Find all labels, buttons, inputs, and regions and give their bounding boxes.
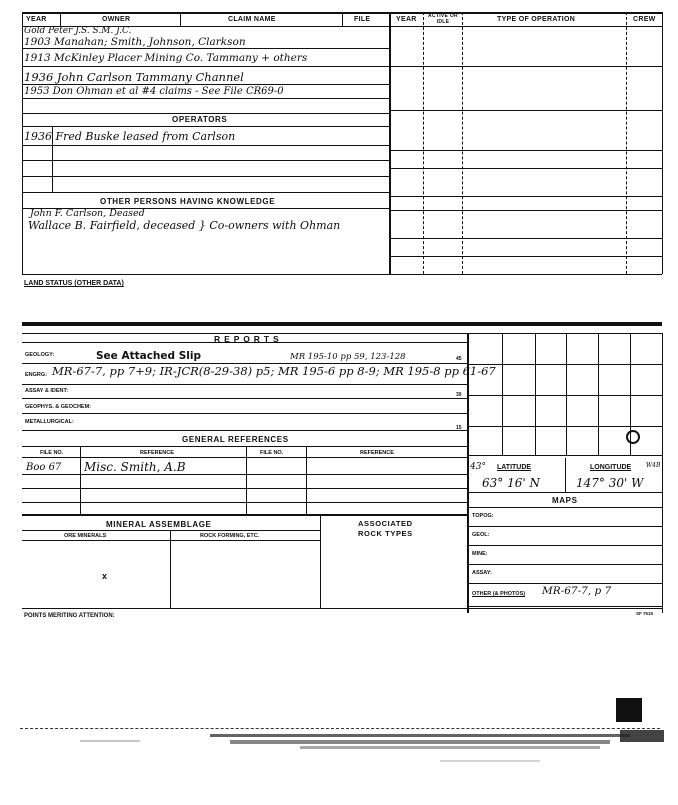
rock-forming-label: ROCK FORMING, ETC.: [200, 533, 260, 539]
geology-refs: MR 195-10 pp 59, 123-128: [290, 352, 406, 362]
assay-label: ASSAY & IDENT:: [25, 388, 69, 394]
col-reference-2: REFERENCE: [360, 450, 394, 456]
maps-other-value: MR-67-7, p 7: [542, 585, 612, 597]
metallurgical-num: 15: [456, 425, 462, 431]
owner-row: 1913 McKinley Placer Mining Co. Tammany + others: [24, 52, 308, 64]
maps-geol: GEOL:: [472, 532, 490, 538]
longitude-label: LONGITUDE: [590, 464, 632, 471]
form-number: SF 7515: [636, 611, 654, 616]
header-year-2: YEAR: [396, 16, 417, 23]
mineral-assemblage-title: MINERAL ASSEMBLAGE: [106, 520, 212, 529]
operator-row: 1936 Fred Buske leased from Carlson: [24, 130, 236, 143]
other-persons-title: OTHER PERSONS HAVING KNOWLEDGE: [100, 197, 276, 206]
maps-mine: MINE:: [472, 551, 488, 557]
geology-value: See Attached Slip: [96, 350, 201, 362]
location-circle-mark: [626, 430, 640, 444]
associated-label: ASSOCIATED: [358, 519, 413, 528]
ore-minerals-label: ORE MINERALS: [64, 533, 107, 539]
assay-num: 30: [456, 392, 462, 398]
longitude-value: 147° 30' W: [576, 476, 644, 490]
geophys-label: GEOPHYS. & GEOCHEM:: [25, 404, 92, 410]
other-person-row: Wallace B. Fairfield, deceased } Co-owners with Ohman: [28, 219, 341, 232]
owner-row: 1936 John Carlson Tammany Channel: [24, 70, 244, 84]
owner-row: 1903 Manahan; Smith, Johnson, Clarkson: [24, 36, 246, 48]
points-meriting-attention: POINTS MERITING ATTENTION:: [24, 613, 115, 619]
latitude-value: 63° 16' N: [482, 476, 540, 490]
maps-topog: TOPOG:: [472, 513, 494, 519]
header-active-idle: ACTIVE OR IDLE: [428, 13, 458, 25]
header-type-of-operation: TYPE OF OPERATION: [497, 16, 576, 23]
header-owner: OWNER: [102, 16, 131, 23]
longitude-suffix: W4B: [646, 462, 661, 469]
ref-row-reference: Misc. Smith, A.B: [84, 460, 186, 474]
geology-num: 45: [456, 356, 462, 362]
maps-title: MAPS: [552, 496, 578, 505]
engrg-value: MR-67-7, pp 7+9; IR-JCR(8-29-38) p5; MR 195-6 pp 8-9; MR 195-8 pp 61-67: [52, 364, 496, 378]
geology-label: GEOLOGY:: [25, 352, 55, 358]
metallurgical-label: METALLURGICAL:: [25, 419, 74, 425]
header-file: FILE: [354, 16, 371, 23]
col-file-no: FILE NO.: [40, 450, 64, 456]
rock-types-label: ROCK TYPES: [358, 529, 413, 538]
other-person-row: John F. Carlson, Deased: [30, 208, 145, 219]
maps-other: OTHER (& PHOTOS): [472, 591, 526, 597]
header-claim-name: CLAIM NAME: [228, 16, 276, 23]
owner-row: 1953 Don Ohman et al #4 claims - See File CR69-0: [24, 86, 284, 97]
latitude-label: LATITUDE: [497, 464, 532, 471]
ref-row-file: Boo 67: [26, 462, 62, 473]
land-status-label: LAND STATUS (OTHER DATA): [24, 280, 124, 287]
mineral-mark: x: [102, 571, 108, 581]
col-reference: REFERENCE: [140, 450, 174, 456]
engrg-label: ENGRG:: [25, 372, 47, 378]
header-year: YEAR: [26, 16, 47, 23]
operators-title: OPERATORS: [172, 115, 228, 124]
reports-title: R E P O R T S: [214, 334, 280, 344]
header-crew: CREW: [633, 16, 656, 23]
col-file-no-2: FILE NO.: [260, 450, 284, 456]
general-references-title: GENERAL REFERENCES: [182, 435, 289, 444]
lat-prefix: 43°: [470, 462, 486, 472]
maps-assay: ASSAY:: [472, 570, 492, 576]
owner-row: Gold Peter J.S. S.M. J.C.: [24, 26, 132, 36]
